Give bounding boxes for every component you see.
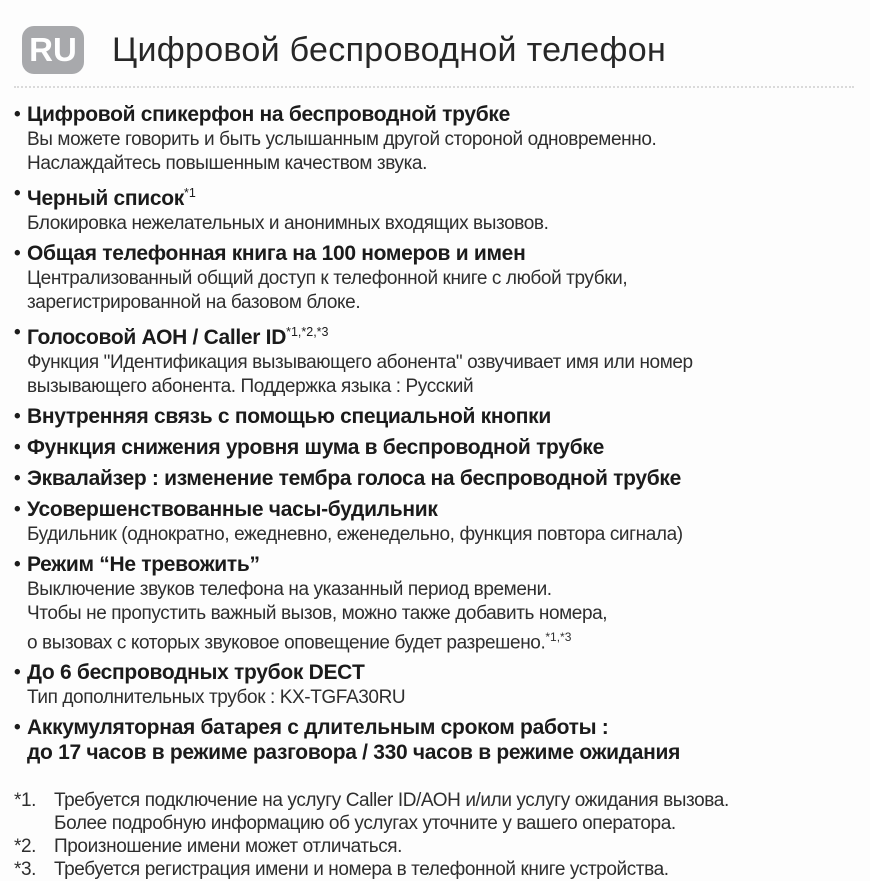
footnote-reference: *1,*2,*3: [286, 325, 329, 339]
feature-phonebook: [14, 241, 854, 314]
feature-title: Функция снижения уровня шума в беспроводной трубке: [27, 436, 604, 459]
feature-speakerphone: [14, 102, 854, 175]
feature-description: Централизованный общий доступ к телефонной книге с любой трубки,: [27, 268, 628, 289]
feature-title: Режим “Не тревожить”: [27, 553, 260, 576]
footnote-marker: *1.: [14, 790, 37, 812]
feature-description: Тип дополнительных трубок : KX-TGFA30RU: [27, 687, 406, 709]
feature-description: Наслаждайтесь повышенным качеством звука.: [27, 153, 427, 174]
footnote-marker: *3.: [14, 859, 37, 881]
feature-description: зарегистрированной на базовом блоке.: [27, 292, 361, 313]
feature-title: До 6 беспроводных трубок DECT: [27, 661, 365, 685]
bullet-icon: •: [14, 662, 21, 684]
footnote-1: [14, 789, 854, 835]
feature-title: Цифровой спикерфон на беспроводной трубке: [27, 103, 510, 126]
feature-title: Аккумуляторная батарея с длительным сроком работы :: [27, 716, 609, 740]
footnote-text: Требуется подключение на услугу Caller ID/АОН и/или услугу ожидания вызова.: [54, 790, 729, 812]
feature-noise-reduction: [14, 435, 854, 460]
page-title: Цифровой беспроводной телефон: [112, 30, 667, 69]
bullet-icon: •: [14, 322, 21, 343]
bullet-icon: •: [14, 437, 21, 458]
feature-title-line2: до 17 часов в режиме разговора / 330 часов в режиме ожидания: [27, 741, 681, 765]
feature-title: Общая телефонная книга на 100 номеров и имен: [27, 242, 526, 265]
feature-intercom: [14, 404, 854, 429]
feature-equalizer: [14, 466, 854, 491]
feature-description: Чтобы не пропустить важный вызов, можно также добавить номера,: [27, 603, 608, 624]
feature-description: Функция "Идентификация вызывающего абонента" озвучивает имя или номер: [27, 352, 693, 373]
bullet-icon: •: [14, 499, 21, 520]
bullet-icon: •: [14, 243, 21, 264]
feature-description: о вызовах с которых звуковое оповещение будет разрешено.$^{*1,*3}$: [27, 630, 572, 654]
feature-description: Будильник (однократно, ежедневно, еженедельно, функция повтора сигнала): [27, 524, 683, 545]
feature-title: Внутренняя связь с помощью специальной кнопки: [27, 405, 551, 428]
feature-battery: [14, 715, 854, 765]
footnotes-section: [14, 789, 854, 881]
feature-caller-id: [14, 320, 854, 398]
feature-description: Блокировка нежелательных и анонимных входящих вызовов.: [27, 213, 549, 234]
feature-dect-handsets: [14, 660, 854, 709]
bullet-icon: •: [14, 183, 21, 204]
header-divider: [14, 86, 854, 88]
footnote-text: Требуется регистрация имени и номера в телефонной книге устройства.: [54, 859, 669, 881]
feature-title: Усовершенствованные часы-будильник: [27, 498, 438, 521]
feature-alarm-clock: [14, 497, 854, 546]
feature-description: вызывающего абонента. Поддержка языка : Русский: [27, 376, 474, 397]
bullet-icon: •: [14, 717, 21, 739]
feature-list: [14, 102, 854, 765]
feature-title: Голосовой АОН / Caller $ID^{*1,*2,*3}$: [27, 325, 329, 349]
bullet-icon: •: [14, 468, 21, 489]
feature-do-not-disturb: [14, 552, 854, 654]
feature-description: Выключение звуков телефона на указанный период времени.: [27, 579, 552, 600]
page-header: [14, 26, 854, 74]
bullet-icon: •: [14, 104, 21, 125]
bullet-icon: •: [14, 406, 21, 427]
footnote-reference: *1,*3: [545, 630, 572, 644]
footnote-text: Произношение имени может отличаться.: [54, 836, 403, 858]
footnote-reference: *1: [184, 186, 196, 200]
feature-title: Эквалайзер : изменение тембра голоса на беспроводной трубке: [27, 467, 681, 490]
footnote-text: Более подробную информацию об услугах уточните у вашего оператора.: [54, 813, 676, 835]
feature-blacklist: [14, 181, 854, 235]
footnote-2: [14, 835, 854, 858]
feature-description: Вы можете говорить и быть услышанным другой стороной одновременно.: [27, 129, 657, 150]
feature-title: Черный список$^{*1}$: [27, 186, 196, 210]
footnote-marker: *2.: [14, 836, 37, 858]
ru-language-badge: RU: [22, 26, 84, 74]
bullet-icon: •: [14, 554, 21, 575]
